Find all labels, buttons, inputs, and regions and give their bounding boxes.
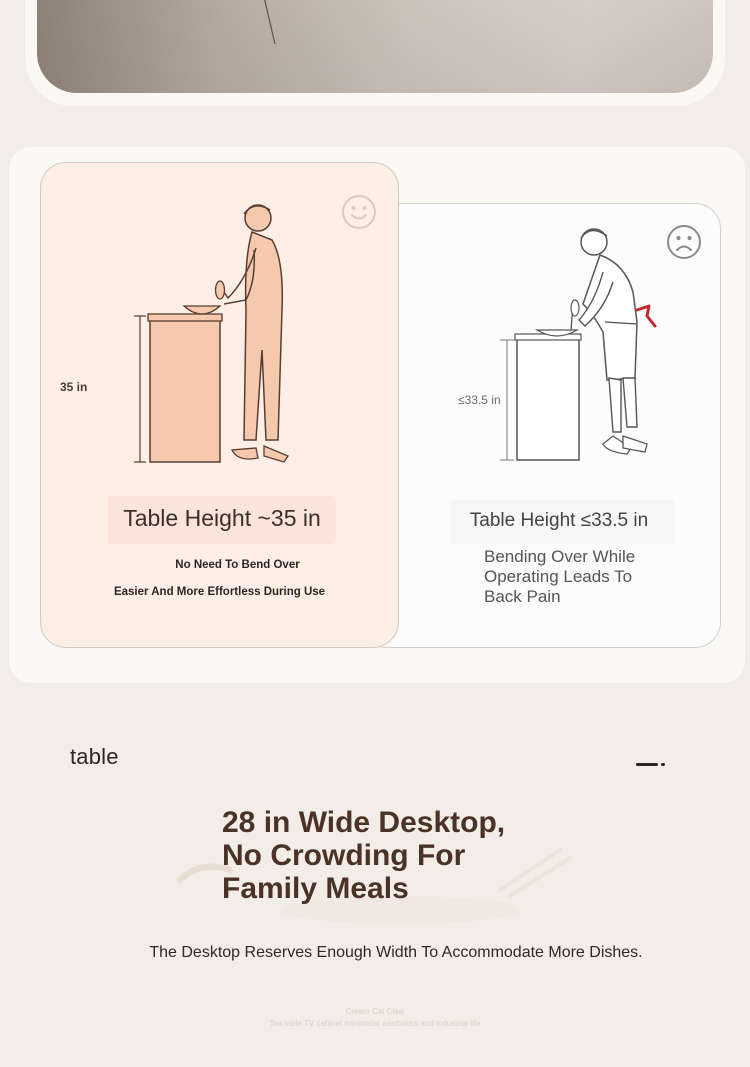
sad-face-icon	[666, 224, 702, 260]
low-table-description: Bending Over While Operating Leads To Back Pain	[484, 547, 636, 606]
pager-dot[interactable]	[661, 763, 665, 766]
ideal-table-title: Table Height ~35 in	[123, 505, 321, 531]
smiley-face-icon	[341, 194, 377, 230]
standing-person-figure	[128, 200, 308, 466]
pager-active-dash[interactable]	[636, 763, 658, 766]
low-table-title: Table Height ≤33.5 in	[469, 510, 649, 531]
ideal-height-dimension-label: 35 in	[60, 380, 88, 394]
headline-line-2: No Crowding For	[222, 839, 466, 872]
headline-line-3: Family Meals	[222, 872, 409, 905]
ideal-table-benefit-1: No Need To Bend Over	[175, 559, 300, 571]
ideal-table-benefit-2: Easier And More Effortless During Use	[113, 586, 326, 598]
brand-logo: table	[70, 744, 119, 769]
fine-print-tagline: Tea table TV cabinet minimalist aesthetics and industrial life	[269, 1019, 481, 1028]
top-product-photo	[37, 0, 713, 93]
bending-person-figure	[495, 222, 665, 467]
feature-subline: The Desktop Reserves Enough Width To Accommodate More Dishes.	[149, 944, 643, 961]
low-height-dimension-label: ≤33.5 in	[458, 393, 501, 407]
fine-print-brand: Cream Cat Claw	[345, 1007, 405, 1016]
feature-headline	[222, 806, 562, 905]
headline-line-1: 28 in Wide Desktop,	[222, 806, 506, 839]
